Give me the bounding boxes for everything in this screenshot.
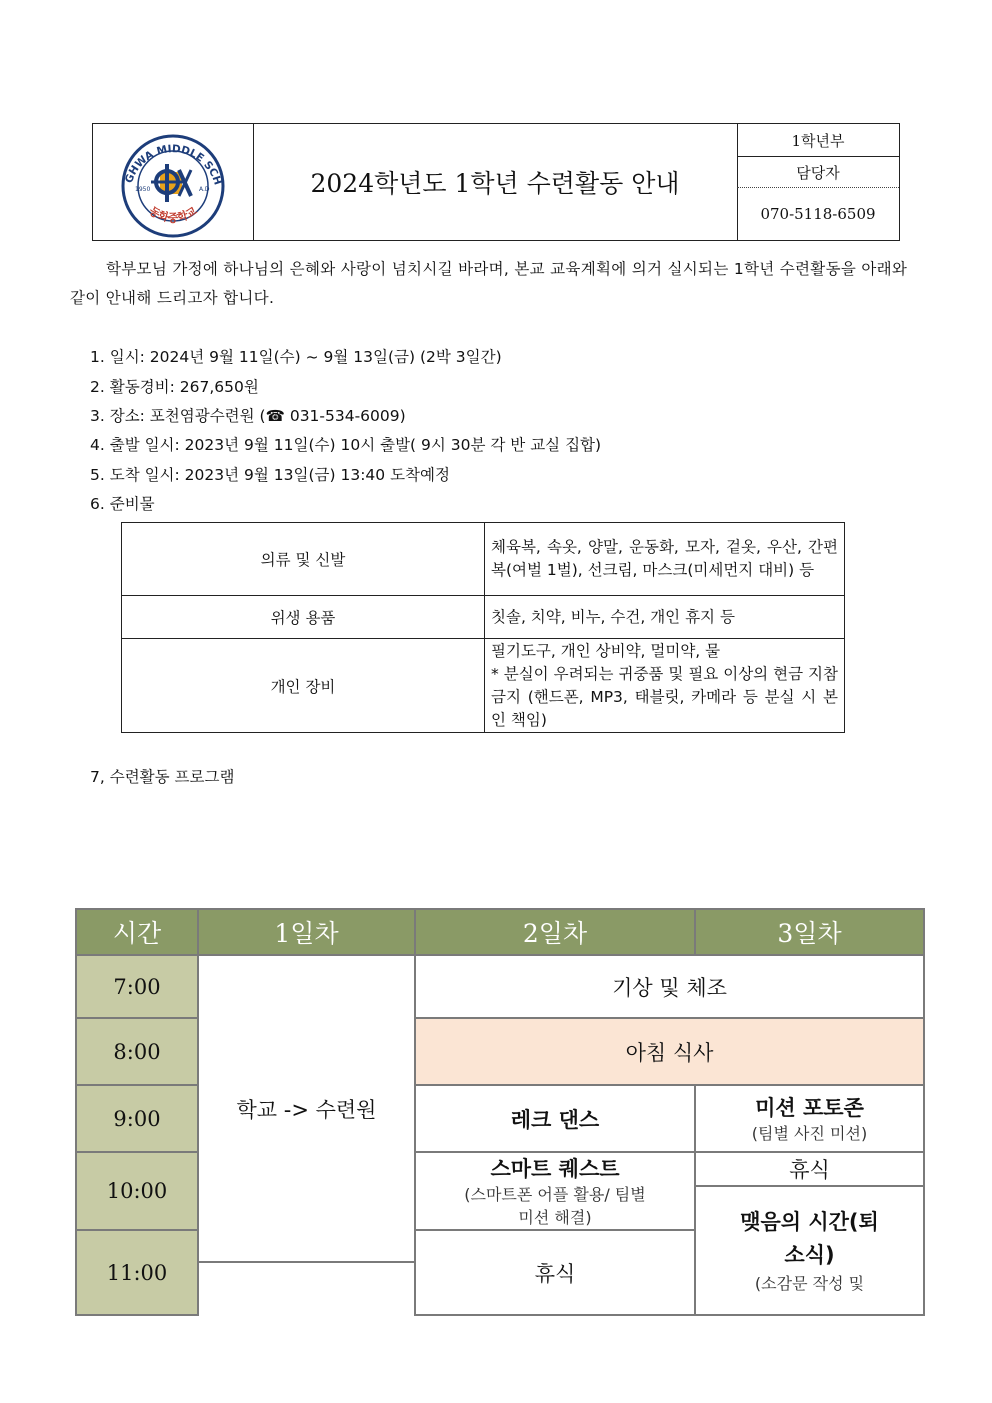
list-item-date: 1. 일시: 2024년 9월 11일(수) ~ 9월 13일(금) (2박 3일간): [90, 348, 502, 366]
logo-year-right: A.D: [199, 186, 210, 193]
department-cell: [737, 124, 899, 157]
contact-phone: 070-5118-6509: [760, 205, 876, 223]
contact-label: 담당자: [796, 163, 840, 182]
spacer: [198, 1262, 415, 1315]
header-day1: 1일차: [198, 909, 415, 955]
mission-photozone-title: 미션 포토존: [755, 1096, 864, 1120]
mission-photozone-cell: [695, 1085, 924, 1152]
phone-cell: [737, 188, 899, 240]
supplies-category: 개인 장비: [122, 639, 485, 733]
closing-ceremony-sub: (소감문 작성 및: [754, 1274, 865, 1293]
rec-dance: 레크 댄스: [415, 1085, 695, 1152]
list-item-place: 3. 장소: 포천염광수련원 (☎ 031-534-6009): [90, 407, 406, 425]
smart-quest-title: 스마트 퀘스트: [490, 1157, 620, 1181]
intro-paragraph: [70, 255, 925, 313]
time-cell: 9:00: [76, 1085, 198, 1152]
wake-up-exercise: 기상 및 체조: [415, 955, 924, 1018]
logo-cell: [93, 124, 254, 240]
title-cell: [253, 124, 738, 240]
supplies-table: [121, 522, 845, 733]
intro-text: 학부모님 가정에 하나님의 은혜와 사랑이 넘치시길 바라며, 본교 교육계획에 의거 실시되는 1학년 수련활동을 아래와 같이 안내해 드리고자 합니다.: [70, 260, 908, 307]
supplies-items: 필기도구, 개인 상비약, 멀미약, 물: [491, 641, 721, 660]
closing-ceremony-title: 맺음의 시간(퇴소식): [740, 1210, 879, 1267]
time-cell: 11:00: [76, 1230, 198, 1315]
document-title: 2024학년도 1학년 수련활동 안내: [310, 169, 680, 198]
schedule-row-7: [76, 955, 924, 1018]
document-header: [92, 123, 900, 241]
list-item-arrival: 5. 도착 일시: 2023년 9월 13일(금) 13:40 도착예정: [90, 466, 450, 484]
program-heading: 7, 수련활동 프로그램: [90, 768, 235, 786]
day2-rest: 휴식: [415, 1230, 695, 1315]
supplies-category: 의류 및 신발: [122, 523, 485, 596]
supplies-note: * 분실이 우려되는 귀중품 및 필요 이상의 현금 지참 금지 (핸드폰, MP3, 태블릿, 카메라 등 분실 시 본인 책임): [491, 664, 838, 729]
schedule-header-row: [76, 909, 924, 955]
contact-label-cell: [737, 157, 899, 188]
time-cell: 10:00: [76, 1152, 198, 1230]
header-time: 시간: [76, 909, 198, 955]
supplies-row-clothing: [122, 523, 845, 596]
time-cell: 8:00: [76, 1018, 198, 1085]
time-cell: 7:00: [76, 955, 198, 1018]
list-item-cost: 2. 활동경비: 267,650원: [90, 378, 259, 396]
supplies-category: 위생 용품: [122, 596, 485, 639]
supplies-row-personal: [122, 639, 845, 733]
closing-ceremony-cell: [695, 1186, 924, 1315]
list-item-departure: 4. 출발 일시: 2023년 9월 11일(수) 10시 출발( 9시 30분 각 반 교실 집합): [90, 436, 602, 454]
mission-photozone-sub: (팀별 사진 미션): [751, 1124, 868, 1143]
supplies-items: 체육복, 속옷, 양말, 운동화, 모자, 겉옷, 우산, 간편복(여벌 1벌), 선크림, 마스크(미세먼지 대비) 등: [485, 523, 845, 596]
smart-quest-sub: (스마트폰 어플 활용/ 팀별 미션 해결): [464, 1185, 646, 1227]
header-day3: 3일차: [695, 909, 924, 955]
supplies-row-hygiene: [122, 596, 845, 639]
header-day2: 2일차: [415, 909, 695, 955]
department: 1학년부: [791, 131, 845, 150]
logo-bottom-text: 동화중학교: [146, 204, 200, 225]
smart-quest-cell: [415, 1152, 695, 1230]
day1-travel: 학교 -> 수련원: [198, 955, 415, 1262]
logo-year-left: 1950: [135, 186, 151, 193]
day3-rest: 휴식: [695, 1152, 924, 1186]
supplies-items-cell: [485, 639, 845, 733]
breakfast: 아침 식사: [415, 1018, 924, 1085]
supplies-items: 칫솔, 치약, 비누, 수건, 개인 휴지 등: [485, 596, 845, 639]
schedule-table: [75, 908, 925, 1316]
school-logo: [93, 124, 253, 240]
list-item-supplies: 6. 준비물: [90, 495, 155, 513]
logo-arc-text: GHWA MIDDLE SCH: [122, 143, 224, 187]
